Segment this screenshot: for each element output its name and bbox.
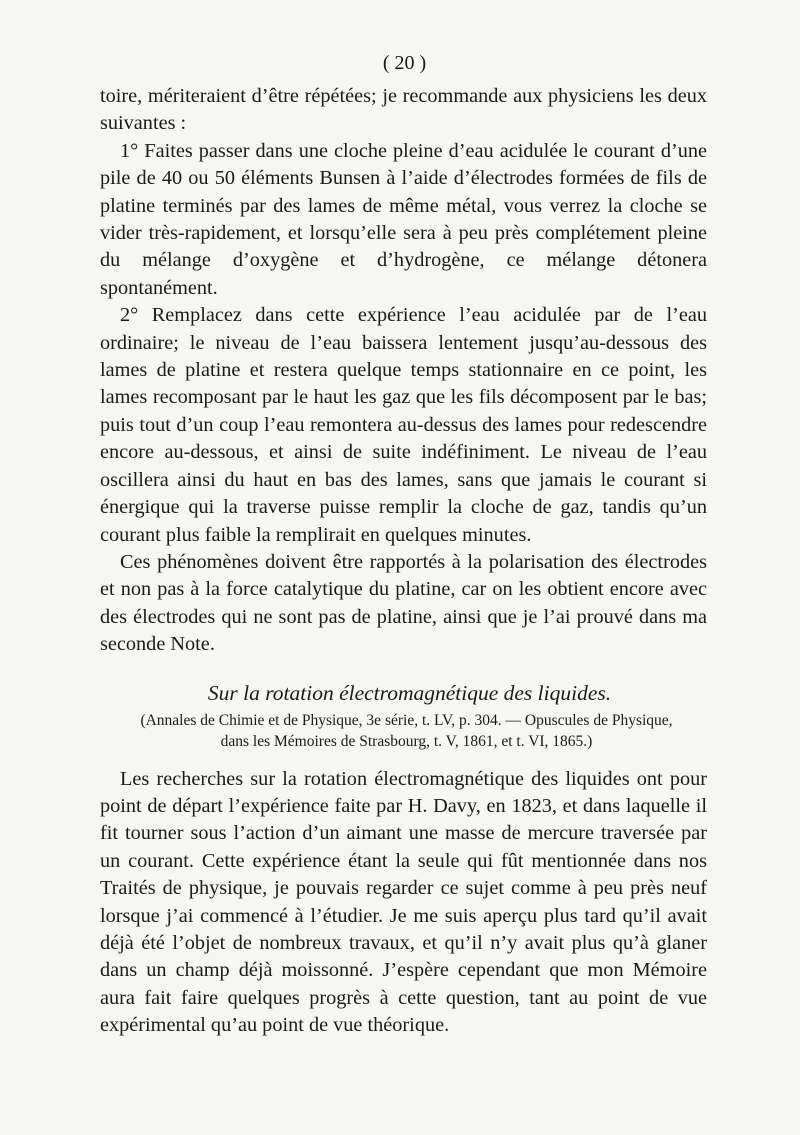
paragraph-section-body: Les recherches sur la rotation électromagnétique des liquides ont pour point de départ l’expérience faite par H. Davy, en 1823, et dans laquelle il fit tourner sous l’action d’un aimant une masse de mercure traversée par un courant. Cette expérience étant la seule qui fût mentionnée dans nos Traités de physique, je pouvais regarder ce sujet comme à peu près neuf lorsque j’ai commencé à l’étudier. Je me suis aperçu plus tard qu’il avait déjà été l’objet de nombreux travaux, et qu’il n’y avait plus qu’à glaner dans un champ déjà moissonné. J’espère cependant que mon Mémoire aura fait faire quelques progrès à cette question, tant au point de vue expérimental qu’au point de vue théorique.	[100, 767, 707, 1037]
paragraph-conclusion: Ces phénomènes doivent être rapportés à la polarisation des électrodes et non pas à la force catalytique du platine, car on les obtient encore avec des électrodes qui ne sont pas de platine, ainsi que je l’ai prouvé dans ma seconde Note.	[100, 550, 707, 656]
page-number: ( 20 )	[382, 52, 427, 74]
section-citation	[100, 710, 707, 752]
paragraph-experiment-1: 1° Faites passer dans une cloche pleine d’eau acidulée le courant d’une pile de 40 ou 50 éléments Bunsen à l’aide d’électrodes formées de fils de platine terminés par des lames de même métal, vous verrez la cloche se vider très-rapidement, et lorsqu’elle sera à peu près complétement pleine du mélange d’oxygène et d’hydrogène, ce mélange détonera spontanément.	[100, 139, 707, 299]
paragraph-experiment-2: 2° Remplacez dans cette expérience l’eau acidulée par de l’eau ordinaire; le niveau de l’eau baissera lentement jusqu’au-dessous des lames de platine et restera quelque temps stationnaire en ce point, les lames recomposant par le haut les gaz que les fils décomposent par le bas; puis tout d’un coup l’eau remontera au-dessus des lames pour redescendre encore au-dessous, et ainsi de suite indéfiniment. Le niveau de l’eau oscillera ainsi du haut en bas des lames, sans que jamais le courant si énergique qui la traverse puisse remplir la cloche de gaz, tandis qu’un courant plus faible la remplirait en quelques minutes.	[100, 304, 707, 546]
citation-line-1: (Annales de Chimie et de Physique, 3e série, t. LV, p. 304. — Opuscules de Physique,	[140, 711, 673, 729]
citation-line-2: dans les Mémoires de Strasbourg, t. V, 1861, et t. VI, 1865.)	[220, 732, 593, 750]
section-title: Sur la rotation électromagnétique des liquides.	[207, 680, 612, 705]
paragraph-continuation: toire, mériteraient d’être répétées; je recommande aux physiciens les deux suivantes :	[100, 85, 707, 135]
page-content	[100, 50, 707, 1040]
